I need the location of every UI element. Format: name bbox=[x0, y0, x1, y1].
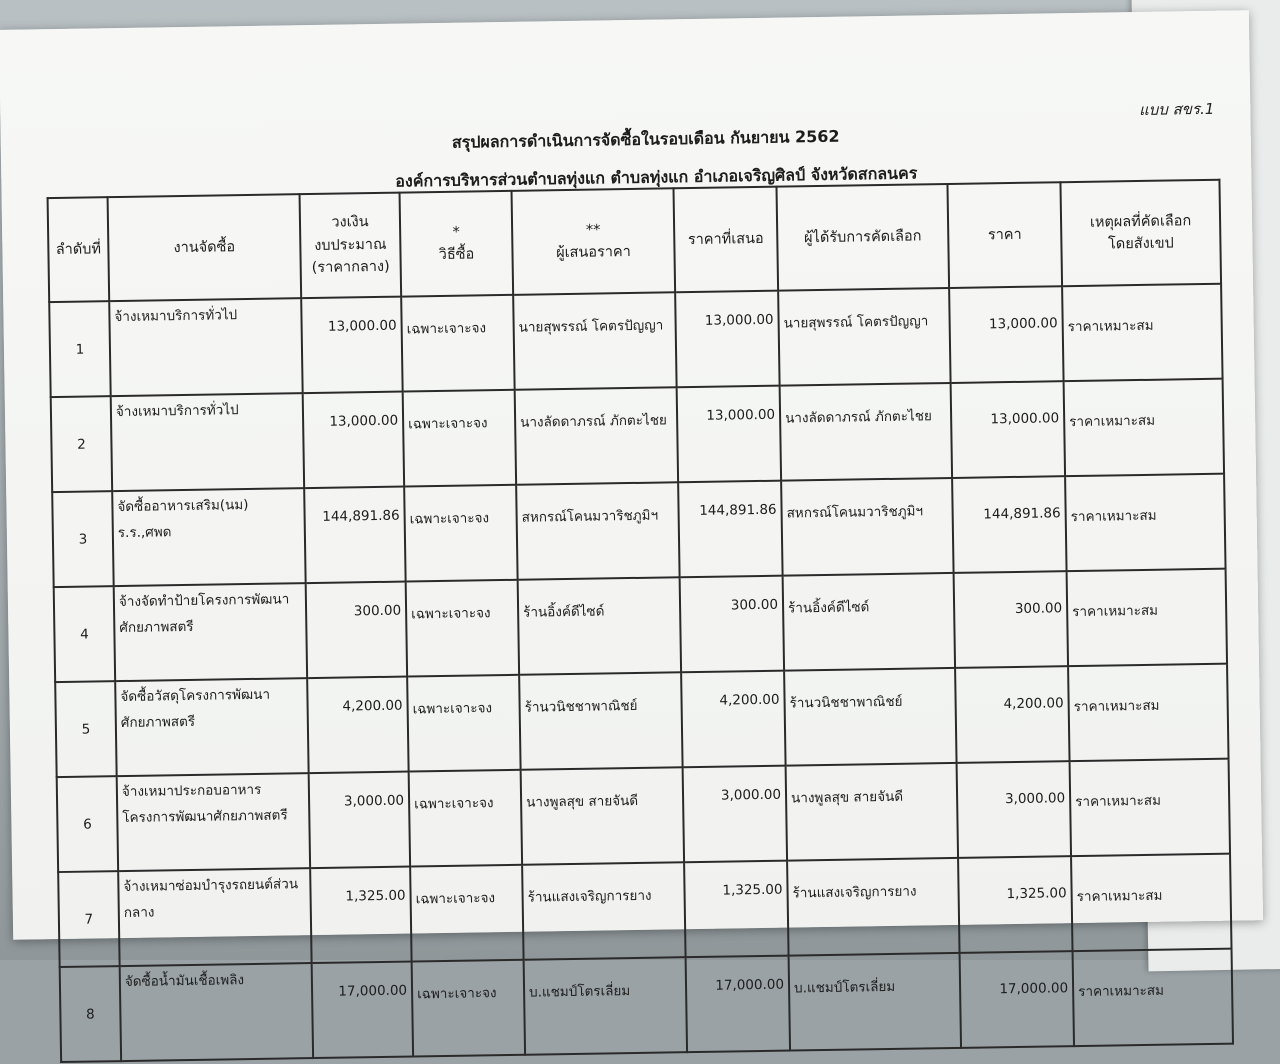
cell-budget: 1,325.00 bbox=[310, 867, 411, 964]
cell-budget: 13,000.00 bbox=[303, 392, 404, 489]
cell-offer: 13,000.00 bbox=[675, 291, 779, 388]
cell-seq: 1 bbox=[49, 301, 110, 397]
header-reason: เหตุผลที่คัดเลือก โดยสังเขป bbox=[1060, 180, 1221, 286]
cell-price: 13,000.00 bbox=[949, 286, 1063, 383]
cell-selected: ร้านแสงเจริญการยาง bbox=[787, 858, 959, 956]
header-work: งานจัดซื้อ bbox=[108, 194, 302, 301]
table-row bbox=[55, 664, 1228, 777]
cell-budget: 3,000.00 bbox=[309, 772, 410, 869]
cell-selected: ร้านอิ้งค์ดีไซด์ bbox=[783, 573, 955, 671]
table-row bbox=[54, 569, 1227, 682]
cell-work: จัดซื้ออาหารเสริม(นม) ร.ร.,ศพด bbox=[112, 488, 305, 586]
cell-method: เฉพาะเจาะจง bbox=[412, 960, 525, 1057]
cell-price: 300.00 bbox=[954, 571, 1068, 668]
cell-offer: 1,325.00 bbox=[684, 861, 788, 958]
cell-price: 144,891.86 bbox=[952, 476, 1066, 573]
cell-bidder: นางลัดดาภรณ์ ภักตะไชย bbox=[515, 387, 678, 485]
header-selected: ผู้ได้รับการคัดเลือก bbox=[776, 184, 949, 291]
cell-offer: 17,000.00 bbox=[686, 956, 790, 1053]
header-seq: ลำดับที่ bbox=[48, 197, 110, 302]
cell-budget: 4,200.00 bbox=[307, 677, 408, 774]
header-offer-price: ราคาที่เสนอ bbox=[674, 187, 779, 293]
procurement-table bbox=[47, 179, 1234, 1063]
cell-bidder: นางพูลสุข สายจันดี bbox=[521, 767, 684, 865]
cell-offer: 144,891.86 bbox=[678, 481, 782, 578]
form-code: แบบ สขร.1 bbox=[1138, 99, 1215, 119]
cell-work: จัดซื้อน้ำมันเชื้อเพลิง bbox=[120, 963, 313, 1061]
cell-price: 13,000.00 bbox=[951, 381, 1065, 478]
cell-bidder: บ.แชมป์โตรเลี่ยม bbox=[524, 957, 687, 1055]
cell-method: เฉพาะเจาะจง bbox=[403, 390, 516, 487]
table-row bbox=[49, 284, 1222, 397]
cell-price: 3,000.00 bbox=[957, 761, 1071, 858]
cell-budget: 17,000.00 bbox=[312, 962, 413, 1059]
cell-selected: สหกรณ์โคนมวาริชภูมิฯ bbox=[781, 478, 953, 576]
cell-reason: ราคาเหมาะสม bbox=[1062, 284, 1222, 381]
cell-reason: ราคาเหมาะสม bbox=[1070, 759, 1230, 856]
cell-reason: ราคาเหมาะสม bbox=[1068, 664, 1228, 761]
cell-seq: 2 bbox=[51, 396, 112, 492]
document-subtitle: องค์การบริหารส่วนตำบลทุ่งแก ตำบลทุ่งแก อำเภอเจริญศิลป์ จังหวัดสกลนคร bbox=[395, 163, 918, 191]
table-row bbox=[58, 854, 1231, 967]
document-sheet bbox=[0, 10, 1263, 1023]
cell-offer: 13,000.00 bbox=[677, 386, 781, 483]
cell-method: เฉพาะเจาะจง bbox=[401, 295, 514, 392]
cell-bidder: ร้านอิ้งค์ดีไซด์ bbox=[518, 577, 681, 675]
cell-budget: 144,891.86 bbox=[304, 487, 405, 584]
cell-work: จ้างเหมาซ่อมบำรุงรถยนต์ส่วนกลาง bbox=[118, 868, 311, 966]
cell-reason: ราคาเหมาะสม bbox=[1064, 379, 1224, 476]
header-price: ราคา bbox=[947, 182, 1062, 288]
cell-seq: 7 bbox=[58, 871, 119, 967]
cell-bidder: ร้านวนิชชาพาณิชย์ bbox=[519, 672, 682, 770]
cell-bidder: สหกรณ์โคนมวาริชภูมิฯ bbox=[516, 482, 679, 580]
cell-reason: ราคาเหมาะสม bbox=[1065, 474, 1225, 571]
cell-selected: ร้านวนิชชาพาณิชย์ bbox=[784, 668, 956, 766]
cell-seq: 6 bbox=[57, 776, 118, 872]
table-row bbox=[51, 379, 1224, 492]
cell-budget: 13,000.00 bbox=[301, 297, 402, 394]
cell-seq: 8 bbox=[60, 966, 121, 1062]
cell-budget: 300.00 bbox=[306, 582, 407, 679]
cell-reason: ราคาเหมาะสม bbox=[1073, 949, 1233, 1046]
cell-price: 1,325.00 bbox=[958, 856, 1072, 953]
cell-selected: บ.แชมป์โตรเลี่ยม bbox=[789, 953, 961, 1051]
cell-work: จ้างจัดทำป้ายโครงการพัฒนาศักยภาพสตรี bbox=[114, 583, 307, 681]
cell-selected: นายสุพรรณ์ โคตรปัญญา bbox=[778, 288, 950, 386]
cell-method: เฉพาะเจาะจง bbox=[410, 865, 523, 962]
cell-price: 17,000.00 bbox=[960, 951, 1074, 1048]
header-budget: วงเงิน งบประมาณ (ราคากลาง) bbox=[300, 193, 402, 299]
cell-seq: 5 bbox=[55, 681, 116, 777]
table-row bbox=[60, 949, 1233, 1062]
table-row bbox=[52, 474, 1225, 587]
header-bidder: ** ผู้เสนอราคา bbox=[512, 188, 676, 295]
table-header-row bbox=[48, 180, 1221, 302]
cell-method: เฉพาะเจาะจง bbox=[406, 580, 519, 677]
cell-offer: 300.00 bbox=[680, 576, 784, 673]
cell-method: เฉพาะเจาะจง bbox=[404, 485, 517, 582]
cell-selected: นางลัดดาภรณ์ ภักตะไชย bbox=[780, 383, 952, 481]
header-method: * วิธีซื้อ bbox=[400, 191, 514, 297]
cell-work: จ้างเหมาประกอบอาหารโครงการพัฒนาศักยภาพสตรี bbox=[117, 773, 310, 871]
cell-seq: 4 bbox=[54, 586, 115, 682]
cell-work: จัดซื้อวัสดุโครงการพัฒนาศักยภาพสตรี bbox=[115, 678, 308, 776]
cell-offer: 4,200.00 bbox=[681, 671, 785, 768]
cell-offer: 3,000.00 bbox=[683, 766, 787, 863]
cell-method: เฉพาะเจาะจง bbox=[409, 770, 522, 867]
cell-reason: ราคาเหมาะสม bbox=[1067, 569, 1227, 666]
cell-reason: ราคาเหมาะสม bbox=[1071, 854, 1231, 951]
document-title: สรุปผลการดำเนินการจัดซื้อในรอบเดือน กันยายน 2562 bbox=[451, 126, 840, 152]
cell-bidder: นายสุพรรณ์ โคตรปัญญา bbox=[513, 292, 676, 390]
cell-work: จ้างเหมาบริการทั่วไป bbox=[109, 298, 302, 396]
table-row bbox=[57, 759, 1230, 872]
cell-seq: 3 bbox=[52, 491, 113, 587]
cell-bidder: ร้านแสงเจริญการยาง bbox=[522, 862, 685, 960]
cell-price: 4,200.00 bbox=[955, 666, 1069, 763]
cell-work: จ้างเหมาบริการทั่วไป bbox=[111, 393, 304, 491]
cell-method: เฉพาะเจาะจง bbox=[407, 675, 520, 772]
cell-selected: นางพูลสุข สายจันดี bbox=[786, 763, 958, 861]
